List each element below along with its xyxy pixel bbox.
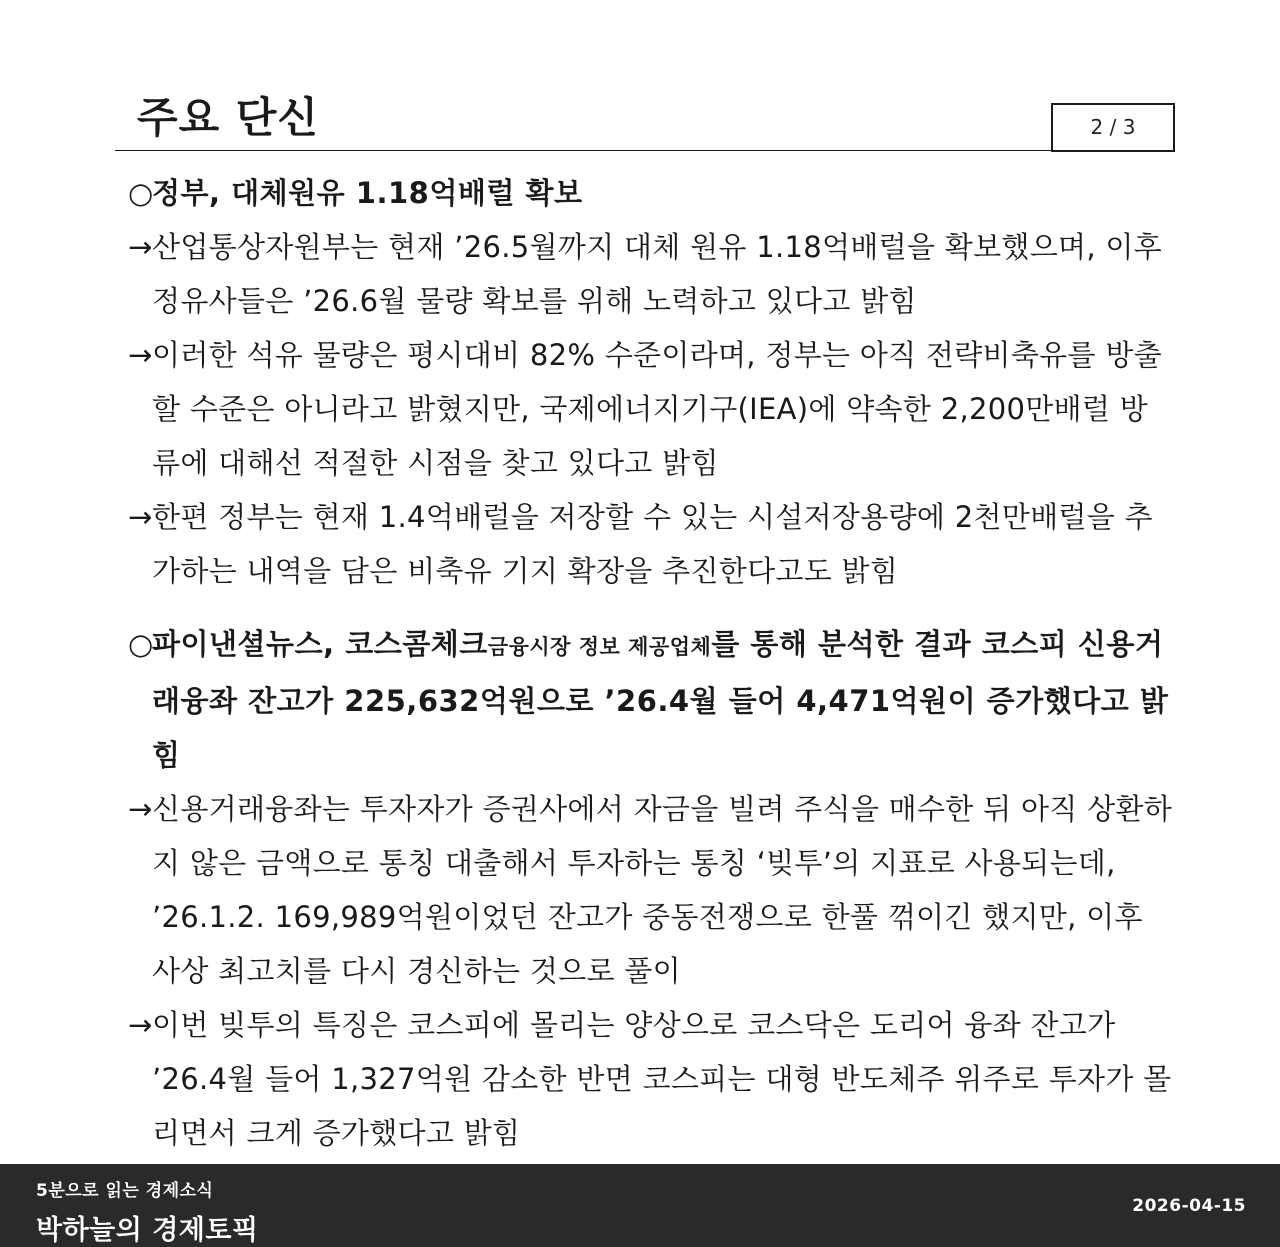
footer-date: 2026-04-15 bbox=[1132, 1196, 1246, 1216]
title-divider bbox=[115, 150, 1175, 151]
footer-subtitle: 5분으로 읽는 경제소식 bbox=[36, 1181, 214, 1201]
headline-text-part2: 를 통해 분석한 결과 코스피 신용거래융좌 잔고가 225,632억원으로 ’26.4월 들어 4,471억원이 증가했다고 밝힘 bbox=[152, 627, 1169, 772]
arrow-bullet-icon: → bbox=[128, 500, 153, 534]
bullet-text: 이러한 석유 물량은 평시대비 82% 수준이라며, 정부는 아직 전략비축유를 방출할 수준은 아니라고 밝혔지만, 국제에너지기구(IEA)에 약속한 2,200만배럴 방류에 대해선 적절한 시점을 찾고 있다고 밝힘 bbox=[152, 338, 1162, 480]
page-title: 주요 단신 bbox=[137, 93, 319, 142]
news-bullet bbox=[128, 490, 1174, 598]
bullet-text: 이번 빚투의 특징은 코스피에 몰리는 양상으로 코스닥은 도리어 융좌 잔고가 ’26.4월 들어 1,327억원 감소한 반면 코스피는 대형 반도체주 위주로 투자가 몰리면서 크게 증가했다고 밝힘 bbox=[152, 1008, 1172, 1150]
arrow-bullet-icon: → bbox=[128, 230, 153, 264]
news-headline bbox=[128, 166, 1174, 220]
news-bullet bbox=[128, 782, 1174, 998]
circle-bullet-icon: ○ bbox=[128, 627, 154, 661]
headline-annotation: 금융시장 정보 제공업체 bbox=[487, 635, 712, 659]
footer-brand: 박하늘의 경제토픽 bbox=[36, 1215, 259, 1246]
news-item-margin-loans bbox=[128, 617, 1174, 1160]
headline-text-part1: 파이낸셜뉴스, 코스콤체크 bbox=[152, 627, 488, 661]
news-bullet bbox=[128, 998, 1174, 1160]
news-bullet bbox=[128, 220, 1174, 328]
headline-text: 정부, 대체원유 1.18억배럴 확보 bbox=[152, 176, 583, 210]
arrow-bullet-icon: → bbox=[128, 792, 153, 826]
footer-bar bbox=[0, 1164, 1280, 1247]
news-headline bbox=[128, 617, 1174, 782]
bullet-text: 한편 정부는 현재 1.4억배럴을 저장할 수 있는 시설저장용량에 2천만배럴을 추가하는 내역을 담은 비축유 기지 확장을 추진한다고도 밝힘 bbox=[152, 500, 1153, 588]
arrow-bullet-icon: → bbox=[128, 338, 153, 372]
bullet-text: 산업통상자원부는 현재 ’26.5월까지 대체 원유 1.18억배럴을 확보했으며, 이후 정유사들은 ’26.6월 물량 확보를 위해 노력하고 있다고 밝힘 bbox=[152, 230, 1162, 318]
arrow-bullet-icon: → bbox=[128, 1008, 153, 1042]
bullet-text: 신용거래융좌는 투자자가 증권사에서 자금을 빌려 주식을 매수한 뒤 아직 상환하지 않은 금액으로 통칭 대출해서 투자하는 통칭 ‘빚투’의 지표로 사용되는데, ’26.1.2. 169,989억원이었던 잔고가 중동전쟁으로 한풀 꺾이긴 했지만, 이후 사상 최고치를 다시 경신하는 것으로 풀이 bbox=[152, 792, 1173, 988]
news-bullet bbox=[128, 328, 1174, 490]
article-content bbox=[128, 166, 1174, 1160]
circle-bullet-icon: ○ bbox=[128, 176, 154, 210]
page-indicator: 2 / 3 bbox=[1051, 103, 1175, 152]
news-item-crude-oil bbox=[128, 166, 1174, 598]
